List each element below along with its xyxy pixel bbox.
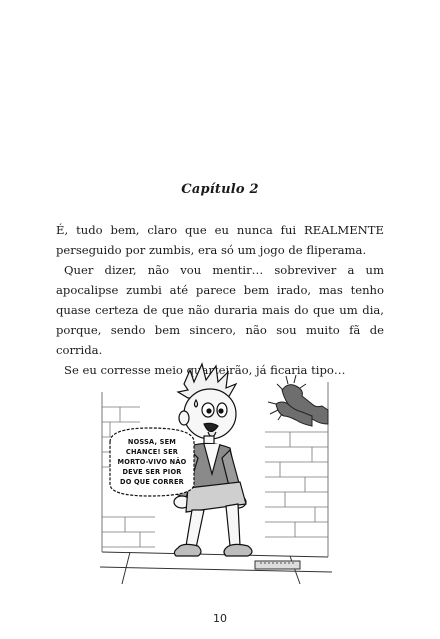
bubble-line-4: DEVE SER PIOR [122, 468, 182, 476]
zombie-hands [268, 375, 328, 426]
paragraph-2: Quer dizer, não vou mentir… sobreviver a um apocalipse zumbi até parece bem irado, mas tenho quase certeza de que não duraria mais do que um dia, porque, sendo bem sincero, não sou muito fã de corrida. [56, 263, 384, 357]
paragraph-3: Se eu corresse meio quarteirão, já ficaria tipo… [64, 363, 346, 377]
chapter-title: Capítulo 2 [181, 182, 259, 197]
comic-illustration [100, 362, 332, 592]
body-text [56, 220, 384, 380]
bubble-line-3: MORTO-VIVO NÃO [117, 458, 187, 466]
speech-bubble [110, 428, 194, 496]
bubble-line-5: DO QUE CORRER [120, 478, 184, 486]
bubble-line-1: NOSSA, SEM [127, 438, 177, 446]
bubble-line-2: CHANCE! SER [125, 448, 179, 456]
paragraph-1: É, tudo bem, claro que eu nunca fui REALMENTE perseguido por zumbis, era só um jogo de fliperama. [56, 223, 384, 257]
sidewalk [100, 552, 332, 584]
page-number: 10 [213, 612, 227, 625]
